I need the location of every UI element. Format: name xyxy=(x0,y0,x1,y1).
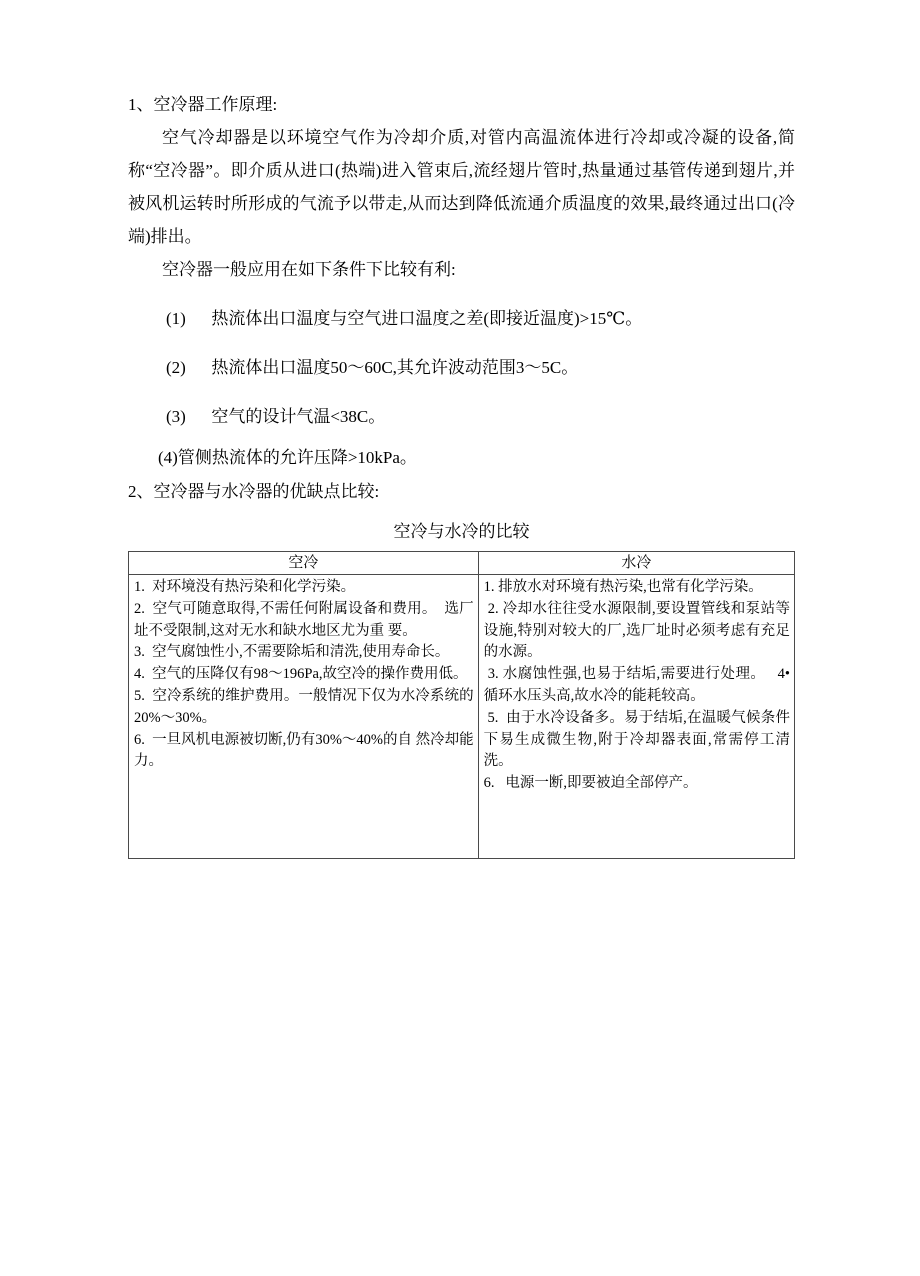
conditions-lead-paragraph: 空冷器一般应用在如下条件下比较有利: xyxy=(162,260,456,279)
condition-item-3: (3) 空气的设计气温<38C。 xyxy=(166,407,386,426)
air-point-6: 6. 一旦风机电源被切断,仍有30%〜40%的自 然冷却能力。 xyxy=(134,731,474,770)
table-header-row xyxy=(129,552,795,575)
water-cooling-cell-content xyxy=(479,575,794,858)
condition-item-2: (2) 热流体出口温度50〜60C,其允许波动范围3〜5C。 xyxy=(166,358,579,377)
air-cooling-cell xyxy=(129,575,479,859)
table-title: 空冷与水冷的比较 xyxy=(393,522,530,541)
air-point-5: 5. 空冷系统的维护费用。一般情况下仅为水冷系统的20%〜30%。 xyxy=(134,687,474,726)
water-point-5: 6. 电源一断,即要被迫全部停产。 xyxy=(483,775,698,792)
section-heading-2: 2、空冷器与水冷器的优缺点比较: xyxy=(128,482,380,501)
table-header-water-cooling: 水冷 xyxy=(478,552,794,575)
table-body-row xyxy=(129,575,795,859)
air-point-2: 2. 空气可随意取得,不需任何附属设备和费用。 选厂址不受限制,这对无水和缺水地区尤为重 要。 xyxy=(134,600,474,639)
water-cooling-cell xyxy=(478,575,794,859)
table-header-air-cooling: 空冷 xyxy=(129,552,479,575)
air-point-1: 1. 对环境没有热污染和化学污染。 xyxy=(134,579,356,595)
air-point-4: 4. 空气的压降仅有98〜196Pa,故空冷的操作费用低。 xyxy=(134,666,468,683)
air-cooling-cell-content xyxy=(129,575,478,858)
condition-item-4: (4)管侧热流体的允许压降>10kPa。 xyxy=(158,448,417,467)
intro-paragraph: 空气冷却器是以环境空气作为冷却介质,对管内高温流体进行冷却或冷凝的设备,简称“空冷器”。即介质从进口(热端)进入管束后,流经翅片管时,热量通过基管传递到翅片,并被风机运转时所形成的气流予以带走,从而达到降低流通介质温度的效果,最终通过出口(冷端)排出。 xyxy=(128,128,795,246)
section-heading-1: 1、空冷器工作原理: xyxy=(128,95,278,114)
water-point-4: 5. 由于水冷设备多。易于结垢,在温暖气候条件下易生成微生物,附于冷却器表面,常需停工清洗。 xyxy=(483,709,790,770)
air-point-3: 3. 空气腐蚀性小,不需要除垢和清洗,使用寿命长。 xyxy=(134,644,450,661)
water-point-1: 1. 排放水对环境有热污染,也常有化学污染。 xyxy=(483,579,763,595)
water-point-3: 3. 水腐蚀性强,也易于结垢,需要进行处理。 4•循环水压头高,故水冷的能耗较高。 xyxy=(483,666,791,704)
water-point-2: 2. 冷却水往往受水源限制,要设置管线和泵站等设施,特别对较大的厂,选厂址时必须考虑有充足的水源。 xyxy=(483,600,791,661)
condition-item-1: (1) 热流体出口温度与空气进口温度之差(即接近温度)>15℃。 xyxy=(166,309,643,328)
comparison-table xyxy=(128,551,795,859)
